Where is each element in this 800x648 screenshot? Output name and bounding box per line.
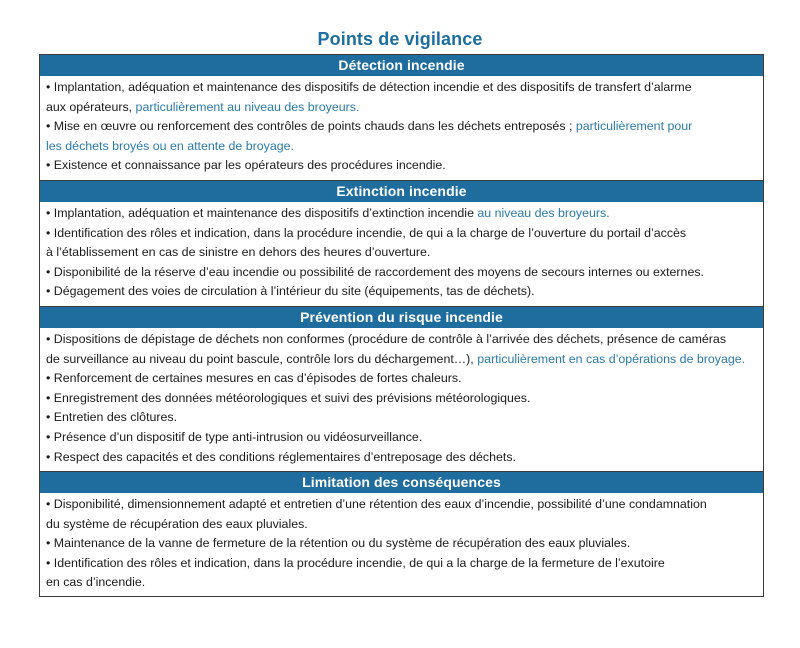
page-title: Points de vigilance xyxy=(317,29,483,49)
bullet-item xyxy=(46,204,757,224)
bullet-item xyxy=(46,554,757,593)
item-text: du système de récupération des eaux pluviales. xyxy=(46,516,308,531)
item-line xyxy=(46,156,757,176)
section-header: Prévention du risque incendie xyxy=(40,307,763,328)
item-text: de surveillance au niveau du point bascule, contrôle lors du déchargement…), xyxy=(46,351,478,366)
item-line xyxy=(46,369,757,389)
item-line xyxy=(46,263,757,283)
item-text: en cas d’incendie. xyxy=(46,575,146,590)
bullet-item xyxy=(46,389,757,409)
item-line xyxy=(46,408,757,428)
item-line xyxy=(46,224,757,244)
item-text: • Dispositions de dépistage de déchets non conformes (procédure de contrôle à l’arrivée des déchets, présence de caméras xyxy=(46,331,727,346)
bullet-item xyxy=(46,78,757,117)
item-line xyxy=(46,204,757,224)
section-body xyxy=(40,493,763,596)
section-header: Détection incendie xyxy=(40,55,763,76)
bullet-item xyxy=(46,495,757,534)
item-text: • Entretien des clôtures. xyxy=(46,410,178,425)
section-body xyxy=(40,328,763,472)
section-header: Limitation des conséquences xyxy=(40,472,763,493)
item-line xyxy=(46,98,757,118)
item-highlight: particulièrement au niveau des broyeurs. xyxy=(135,99,360,114)
item-line xyxy=(46,554,757,574)
item-text: • Existence et connaissance par les opérateurs des procédures incendie. xyxy=(46,158,446,173)
item-highlight: particulièrement pour xyxy=(575,119,693,134)
item-text: • Identification des rôles et indication, dans la procédure incendie, de qui a la charge de la fermeture de l’exutoire xyxy=(46,555,665,570)
item-line xyxy=(46,117,757,137)
bullet-item xyxy=(46,534,757,554)
item-text: • Implantation, adéquation et maintenance des dispositifs de détection incendie et des dispositifs de transfert d’alarme xyxy=(46,80,692,94)
item-highlight: les déchets broyés ou en attente de broyage. xyxy=(46,138,294,153)
bullet-item xyxy=(46,224,757,263)
item-line xyxy=(46,428,757,448)
item-line xyxy=(46,137,757,157)
item-highlight: particulièrement en cas d’opérations de broyage. xyxy=(477,351,746,366)
bullet-item xyxy=(46,263,757,283)
item-highlight: au niveau des broyeurs. xyxy=(477,205,610,220)
item-text: • Dégagement des voies de circulation à l’intérieur du site (équipements, tas de déchets). xyxy=(46,284,535,299)
bullet-item xyxy=(46,408,757,428)
section-body xyxy=(40,76,763,181)
item-line xyxy=(46,515,757,535)
item-text: • Disponibilité, dimensionnement adapté et entretien d’une rétention des eaux d’incendie, possibilité d’une condamnation xyxy=(46,497,707,512)
bullet-item xyxy=(46,330,757,369)
item-text: • Maintenance de la vanne de fermeture de la rétention ou du système de récupération des eaux pluviales. xyxy=(46,536,631,551)
bullet-item xyxy=(46,282,757,302)
item-line xyxy=(46,448,757,468)
bullet-item xyxy=(46,156,757,176)
item-line xyxy=(46,330,757,350)
item-line xyxy=(46,78,757,98)
bullet-item xyxy=(46,117,757,156)
item-text: aux opérateurs, xyxy=(46,99,136,114)
section xyxy=(40,55,763,181)
section-body xyxy=(40,202,763,307)
section xyxy=(40,307,763,472)
item-text: • Identification des rôles et indication, dans la procédure incendie, de qui a la charge de l’ouverture du portail d’accès xyxy=(46,225,687,240)
item-text: • Présence d’un dispositif de type anti-intrusion ou vidéosurveillance. xyxy=(46,429,423,444)
item-line xyxy=(46,573,757,593)
item-text: • Implantation, adéquation et maintenance des dispositifs d’extinction incendie xyxy=(46,205,478,220)
bullet-item xyxy=(46,448,757,468)
item-text: • Enregistrement des données météorologiques et suivi des prévisions météorologiques. xyxy=(46,390,531,405)
item-line xyxy=(46,495,757,515)
section-header: Extinction incendie xyxy=(40,181,763,202)
item-line xyxy=(46,389,757,409)
item-line xyxy=(46,350,757,370)
item-text: • Mise en œuvre ou renforcement des contrôles de points chauds dans les déchets entreposés ; xyxy=(46,119,576,134)
vigilance-table xyxy=(39,54,764,597)
item-text: • Respect des capacités et des conditions réglementaires d’entreposage des déchets. xyxy=(46,449,516,464)
bullet-item xyxy=(46,428,757,448)
item-text: à l’établissement en cas de sinistre en dehors des heures d’ouverture. xyxy=(46,245,431,260)
section xyxy=(40,472,763,596)
item-line xyxy=(46,534,757,554)
item-text: • Renforcement de certaines mesures en cas d’épisodes de fortes chaleurs. xyxy=(46,371,462,386)
bullet-item xyxy=(46,369,757,389)
item-text: • Disponibilité de la réserve d’eau incendie ou possibilité de raccordement des moyens de secours internes ou externes. xyxy=(46,264,704,279)
item-line xyxy=(46,243,757,263)
item-line xyxy=(46,282,757,302)
section xyxy=(40,181,763,307)
